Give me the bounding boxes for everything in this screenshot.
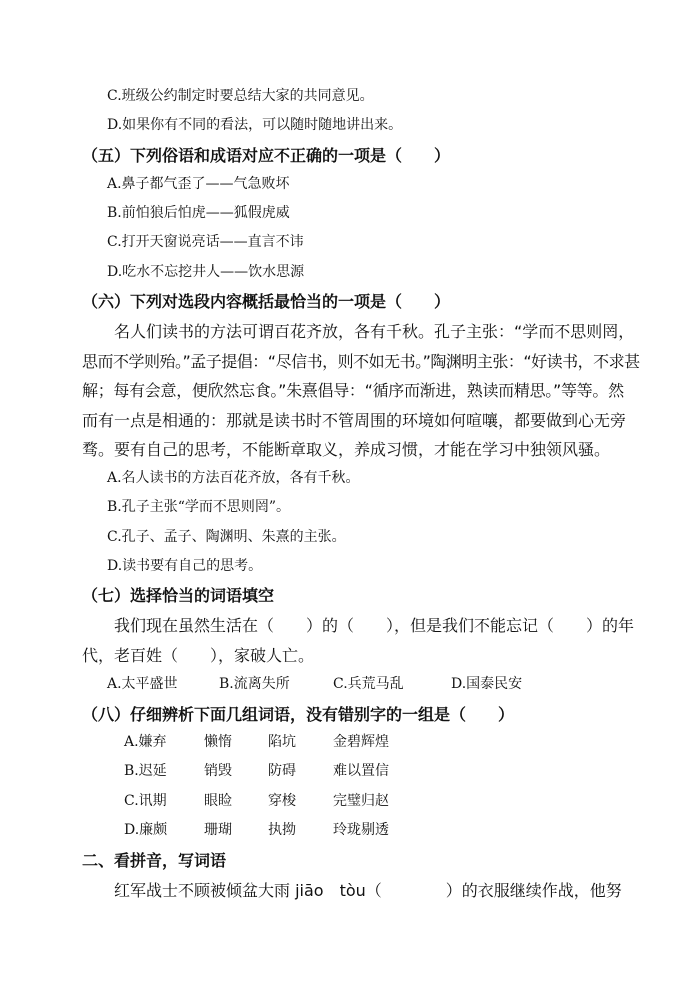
q8-heading: （八）仔细辨析下面几组词语，没有错别字的一组是（ ） <box>82 705 515 724</box>
q8-cell: C.讯期 <box>124 793 167 809</box>
q6-option-b: B.孔子主张“学而不思则罔”。 <box>107 499 291 515</box>
q7-choice: B.流离失所 <box>219 676 290 692</box>
q8-cell: 金碧辉煌 <box>333 734 389 750</box>
q8-cell: B.迟延 <box>124 763 167 779</box>
q4-option-d: D.如果你有不同的看法，可以随时随地讲出来。 <box>107 117 403 133</box>
q8-cell: 陷坑 <box>268 734 296 750</box>
q8-cell: 难以置信 <box>333 763 389 779</box>
section2-heading: 二、看拼音，写词语 <box>82 851 227 870</box>
q8-cell: 玲珑剔透 <box>333 822 389 838</box>
q8-cell: 懒惰 <box>204 734 232 750</box>
q5-heading: （五）下列俗语和成语对应不正确的一项是（ ） <box>82 146 451 165</box>
section2-line: 红军战士不顾被倾盆大雨 jiāo tòu（ ）的衣服继续作战，他努 <box>114 881 622 900</box>
q6-option-a: A.名人读书的方法百花齐放，各有千秋。 <box>107 470 360 486</box>
q4-option-c: C.班级公约制定时要总结大家的共同意见。 <box>107 88 374 104</box>
q6-passage-line: 而有一点是相通的：那就是读书时不管周围的环境如何喧嚷，都要做到心无旁 <box>82 411 627 430</box>
q6-passage-line: 思而不学则殆。”孟子提倡：“尽信书，则不如无书。”陶渊明主张：“好读书，不求甚 <box>82 352 640 371</box>
q7-choice: A.太平盛世 <box>107 676 178 692</box>
q6-passage-line: 解；每有会意，便欣然忘食。”朱熹倡导：“循序而渐进，熟读而精思。”等等。然 <box>82 381 624 400</box>
q5-option-b: B.前怕狼后怕虎——狐假虎威 <box>107 205 290 221</box>
q8-cell: 防碍 <box>268 763 296 779</box>
q7-line: 我们现在虽然生活在（ ）的（ ），但是我们不能忘记（ ）的年 <box>114 616 635 635</box>
q8-cell: 销毁 <box>204 763 232 779</box>
q6-passage-line: 骛。要有自己的思考，不能断章取义，养成习惯，才能在学习中独领风骚。 <box>82 440 611 459</box>
q7-choice: D.国泰民安 <box>451 676 523 692</box>
q6-option-c: C.孔子、孟子、陶渊明、朱熹的主张。 <box>107 529 346 545</box>
q8-cell: 穿梭 <box>268 793 296 809</box>
q8-cell: D.廉颇 <box>124 822 168 838</box>
q7-heading: （七）选择恰当的词语填空 <box>82 586 275 605</box>
q6-heading: （六）下列对选段内容概括最恰当的一项是（ ） <box>82 292 451 311</box>
q7-line: 代，老百姓（ ），家破人亡。 <box>82 646 315 665</box>
q8-cell: 执拗 <box>268 822 296 838</box>
q5-option-d: D.吃水不忘挖井人——饮水思源 <box>107 264 305 280</box>
q8-cell: A.嫌弃 <box>124 734 167 750</box>
q5-option-c: C.打开天窗说亮话——直言不讳 <box>107 234 304 250</box>
q7-choice: C.兵荒马乱 <box>333 676 404 692</box>
q8-cell: 眼睑 <box>204 793 232 809</box>
q6-option-d: D.读书要有自己的思考。 <box>107 558 263 574</box>
q8-cell: 珊瑚 <box>204 822 232 838</box>
q6-passage-line: 名人们读书的方法可谓百花齐放，各有千秋。孔子主张：“学而不思则罔， <box>114 322 635 341</box>
q8-cell: 完璧归赵 <box>333 793 389 809</box>
q5-option-a: A.鼻子都气歪了——气急败坏 <box>107 176 290 192</box>
